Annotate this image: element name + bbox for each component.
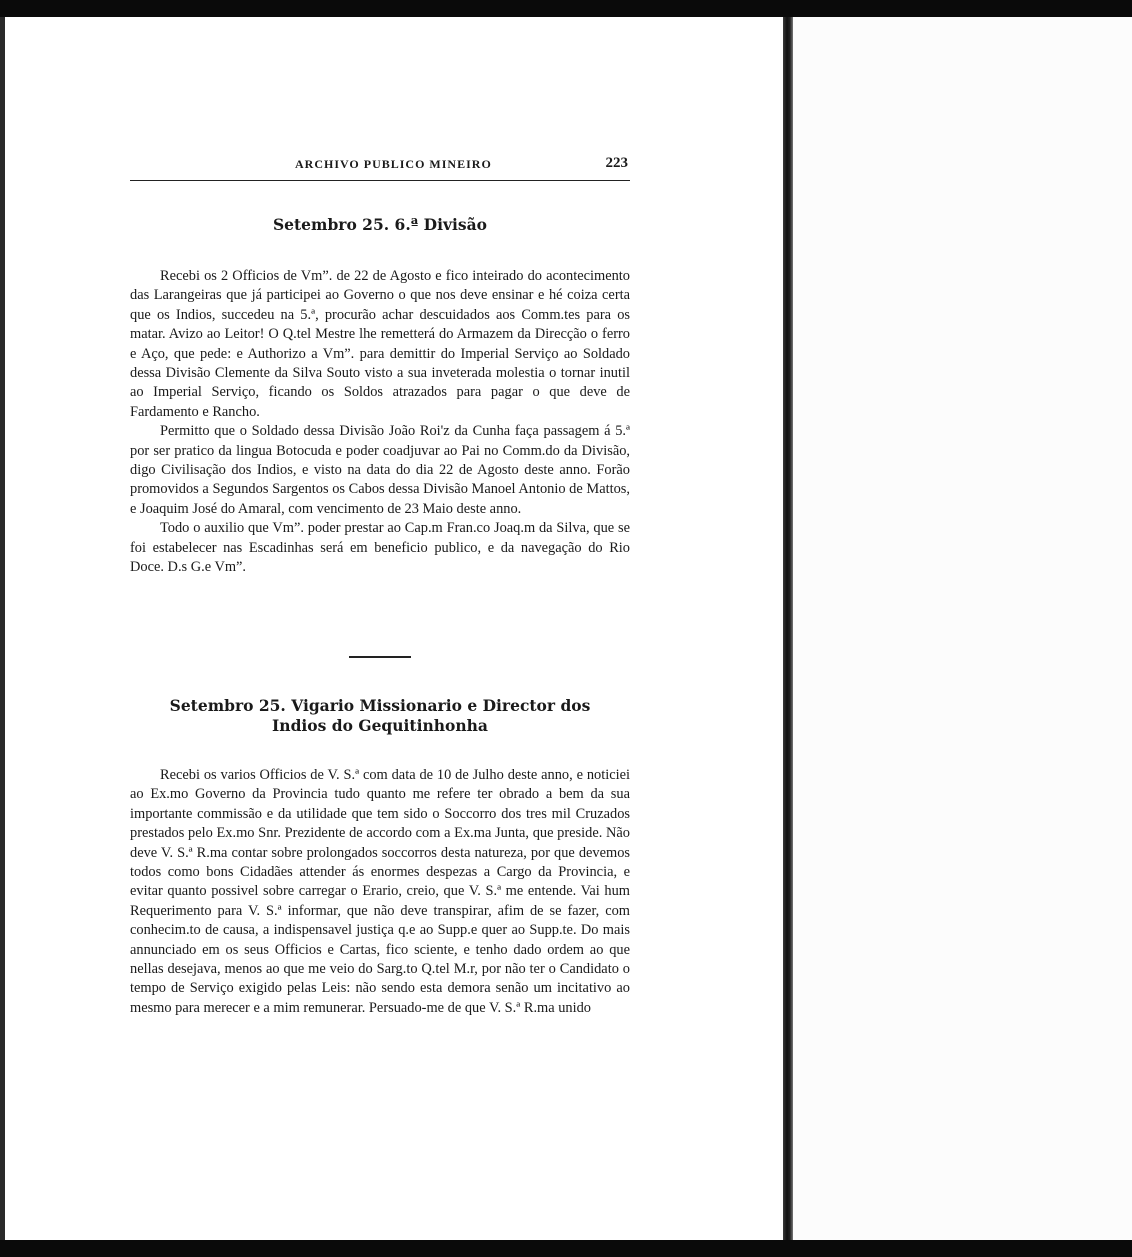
facing-blank-page: [793, 17, 1132, 1240]
page-header: [130, 157, 630, 179]
scan-left-edge: [0, 17, 5, 1240]
section-heading-2-line-2: Indios do Gequitinhonha: [272, 716, 488, 735]
section-separator: [349, 656, 411, 658]
running-title: ARCHIVO PUBLICO MINEIRO: [295, 157, 492, 171]
scan-top-border: [0, 0, 1132, 17]
section-heading-2-line-1: Setembro 25. Vigario Missionario e Director dos: [169, 696, 591, 715]
book-gutter: [783, 17, 793, 1240]
header-rule: [130, 180, 630, 181]
section-body-2: [130, 766, 630, 1018]
paragraph: Recebi os varios Officios de V. S.ª com data de 10 de Julho deste anno, e noticiei ao Ex.mo Governo da Provincia tudo quanto me refere ter obrado a bem da sua importante commissão e da utilidade que tem sido o Soccorro dos tres mil Cruzados prestados pelo Ex.mo Snr. Prezidente de accordo com a Ex.ma Junta, que preside. Não deve V. S.ª R.ma contar sobre prolongados soccorros desta natureza, por que devemos todos como bons Cidadães attender ás enormes despezas a Cargo da Provincia, e evitar quanto possivel sobre carregar o Erario, creio, que V. S.ª me entende. Vai hum Requerimento para V. S.ª informar, que não deve transpirar, afim de se fazer, com conhecim.to de causa, a indispensavel justiça q.e ao Supp.e quer ao Supp.te. Do mais annunciado em os seus Officios e Cartas, fico sciente, e tenho dado ordem ao que nellas desejava, menos ao que me veio do Sarg.to Q.tel M.r, por não ter o Candidato o tempo de Serviço exigido pelas Leis: não sendo esta demora senão um incitativo ao mesmo para merecer e a mim remunerar. Persuado-me de que V. S.ª R.ma unido: [130, 767, 630, 1016]
paragraph: Todo o auxilio que Vm”. poder prestar ao Cap.m Fran.co Joaq.m da Silva, que se foi estabelecer nas Escadinhas será em beneficio publico, e da navegação do Rio Doce. D.s G.e Vm”.: [130, 520, 630, 576]
paragraph: Permitto que o Soldado dessa Divisão João Roi'z da Cunha faça passagem á 5.ª por ser pratico da lingua Botocuda e poder coadjuvar ao Pai no Comm.do da Divisão, digo Civilisação dos Indios, e visto na data do dia 22 de Agosto deste anno. Forão promovidos a Segundos Sargentos os Cabos dessa Divisão Manoel Antonio de Mattos, e Joaquim José do Amaral, com vencimento de 23 Maio deste anno.: [130, 423, 630, 517]
section-heading-1: Setembro 25. 6.ª Divisão: [272, 215, 488, 234]
scan-bottom-border: [0, 1240, 1132, 1257]
paragraph: Recebi os 2 Officios de Vm”. de 22 de Agosto e fico inteirado do acontecimento das Larangeiras que já participei ao Governo o que nos deve ensinar e hé coiza certa que os Indios, succedeu na 5.ª, procurão achar descuidados aos Comm.tes para os matar. Avizo ao Leitor! O Q.tel Mestre lhe remetterá do Armazem da Direcção o ferro e Aço, que pede: e Authorizo a Vm”. para demittir do Imperial Serviço ao Soldado dessa Divisão Clemente da Silva Souto visto a sua inveterada molestia o tornar inutil ao Imperial Serviço, ficando os Soldos atrazados para pagar o que deve de Fardamento e Rancho.: [130, 268, 630, 420]
section-body-1: [130, 267, 630, 578]
page-number: 223: [605, 155, 628, 171]
